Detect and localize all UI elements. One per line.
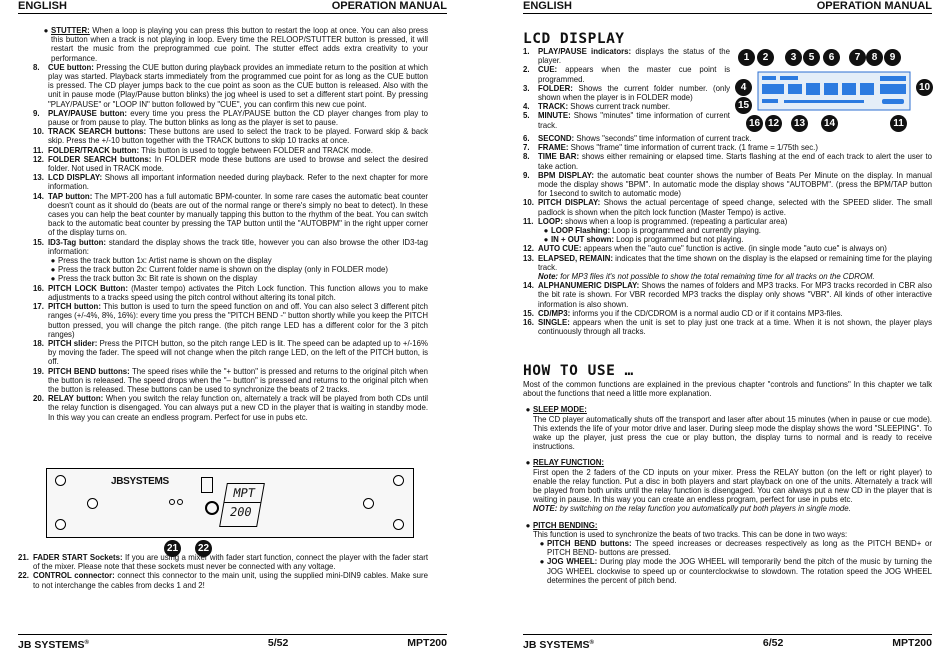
page-header (523, 0, 932, 14)
screw-icon (55, 519, 66, 530)
footer-page-number: 6/52 (762, 636, 784, 649)
list-item: 11. LOOP: shows when a loop is programmed. (repeating a particular area) (523, 216, 788, 226)
lcd-screen-icon (750, 64, 920, 116)
list-item: ● LOOP Flashing: Loop is programmed and currently playing. (543, 226, 761, 236)
list-item: ● JOG WHEEL: During play mode the JOG WHEEL will temporarily bend the pitch of the music by turning the JOG WHEEL clockwise to speed up or counterclockwise to slowdown. The rotation speed the JOG WHEEL determines the percent of pitch bend. (539, 557, 932, 585)
list-item: 4. TRACK: Shows current track number. (523, 102, 671, 112)
lcd-callout: 7 (849, 49, 866, 66)
lcd-callout: 16 (746, 115, 763, 132)
sleep-mode-text: The CD player automatically shuts off the transport and laser after about 15 minutes (when in pause or cue mode). This extends the life of your motor drive and laser. During sleep mode the display shows the word "SLEEPING". To wake up the player, just press the cue or play button, the display turns to normal and is ready to receive instructions. (533, 414, 932, 452)
sleep-mode-item: ● SLEEP MODE: (525, 405, 587, 415)
lcd-callout: 2 (757, 49, 774, 66)
lcd-callout: 1 (738, 49, 755, 66)
list-item: 13. ELAPSED, REMAIN: indicates that the time shown on the display is the elapsed or remaining time for the playing track. (523, 253, 932, 272)
list-item: 20. RELAY button: When you switch the relay function on, alternately a track will be played from both CDs until the relay function is disengaged. You can always put a new CD in the player that is waiting in standby mode. In this way you can create an endless program. Perfect for use in pubs etc. (33, 394, 428, 422)
lcd-callout: 15 (735, 97, 752, 114)
list-item: 18. PITCH slider: Press the PITCH button, so the pitch range LED is lit. The speed can be adapted up to +/-16% by moving the fader. The speed will not change when the pitch range LED, on the left of the PITCH button, is off. (33, 338, 428, 367)
howto-intro: Most of the common functions are explained in the previous chapter "controls and functions" In this chapter we talk about the functions that need a little more explanation. (523, 380, 932, 399)
howto-content (523, 380, 932, 585)
screw-icon (393, 475, 404, 486)
list-item: 3. FOLDER: Shows the current folder number. (only shown when the player is in FOLDER mode) (523, 83, 730, 103)
screw-icon (87, 498, 98, 509)
lcd-callout: 14 (821, 115, 838, 132)
list-item: 13. LCD DISPLAY: Shows all important information needed during playback. Refer to the next chapter for more information. (33, 173, 428, 192)
lcd-callout: 3 (785, 49, 802, 66)
list-item: 14. ALPHANUMERIC DISPLAY: Shows the names of folders and MP3 tracks. For MP3 tracks recorded in CBR also the bit rate is shown. For VBR recorded MP3 tracks the display only shows "VBR". All kinds of other interactive information is also shown. (523, 281, 932, 309)
items-1 (33, 63, 428, 256)
lcd-display-heading: LCD DISPLAY (523, 31, 625, 47)
relay-note: NOTE: by switching on the relay function you automatically put both players in single mode. (533, 504, 851, 514)
page-header (18, 0, 447, 14)
lcd-callout: 4 (735, 79, 752, 96)
left-content (33, 26, 428, 422)
footer-page-number: 5/52 (267, 636, 289, 649)
list-item: 2. CUE: appears when the master cue point is programmed. (523, 65, 730, 84)
list-item: 8. CUE button: Pressing the CUE button during playback provides an immediate return to the position at which play was started. Playback starts immediately from the programmed cue point for as long as the CUE button is pressed. The CD player jumps back to the cue point as soon as the CUE button is released. Also with the unit in pause mode (Play/Pause button blinks) the jog wheel is used to set a different start point. By pressing "PLAY/PAUSE" or "LOOP IN" button followed by "CUE", you can confirm this new cue point. (33, 62, 428, 109)
list-item: 12. AUTO CUE: appears when the "auto cue" function is active. (in single mode "auto cue" is always on) (523, 244, 887, 254)
lcd-illustration (750, 64, 920, 116)
lcd-callout: 10 (916, 79, 933, 96)
list-item: 15. CD/MP3: informs you if the CD/CDROM is a normal audio CD or if it contains MP3-files. (523, 308, 843, 318)
header-language: ENGLISH (18, 0, 67, 12)
lcd-callout: 6 (823, 49, 840, 66)
relay-function-item: ● RELAY FUNCTION: (525, 458, 605, 468)
list-item: 1. PLAY/PAUSE indicators: displays the status of the player. (523, 47, 730, 66)
lcd-items-wide (523, 134, 932, 336)
loop-list (541, 226, 932, 244)
socket-icon (177, 499, 183, 505)
panel-brand: JBSYSTEMS (111, 476, 169, 487)
list-item: ● IN + OUT shown: Loop is programmed but not playing. (543, 235, 744, 245)
rear-panel-illustration (46, 468, 414, 538)
list-item: 7. FRAME: Shows "frame" time information of current track. (1 frame = 1/75th sec.) (523, 143, 818, 153)
connector-icon (201, 477, 213, 493)
din-connector-icon (205, 501, 219, 515)
header-title: OPERATION MANUAL (816, 0, 932, 12)
screw-icon (393, 519, 404, 530)
list-item: 9. BPM DISPLAY: the automatic beat counter shows the number of Beats Per Minute on the display. In manual mode the display shows "BPM". In automatic mode the display shows "AUTOBPM". (press the BPM/TAP button for 1second to switch to automatic mode) (523, 170, 932, 199)
lcd-callout: 5 (803, 49, 820, 66)
id3-list (48, 256, 428, 284)
list-item: 8. TIME BAR: shows either remaining or elapsed time. Starts flashing at the end of each track to alert the user to take action. (523, 152, 932, 171)
left-page (0, 0, 465, 654)
list-item: 11. FOLDER/TRACK button: This button is used to toggle between FOLDER and TRACK mode. (33, 145, 373, 155)
lcd-callout: 9 (884, 49, 901, 66)
page-footer (18, 634, 447, 652)
lcd-items-narrow (523, 47, 730, 130)
list-item: 17. PITCH button: This button is used to turn the speed function on and off. You can also select 3 different pitch ranges (+/-4%, 8%, 16%): every time you press the "PITCH BEND -" button shortly while you keep the PITCH button pressed, you will change the pitch range. (the pitch range LED has a different color for the 3 pitch ranges) (33, 302, 428, 339)
list-item: ● Press the track button 3x: Bit rate is shown on the display (50, 274, 258, 284)
list-item: 5. MINUTE: Shows "minutes" time information of current track. (523, 111, 730, 130)
pitch-bending-item: ● PITCH BENDING: (525, 520, 598, 530)
screw-icon (363, 498, 374, 509)
list-item: 22. CONTROL connector: connect this connector to the main unit, using the supplied mini-DIN9 cables. Make sure to not interchange the cables from decks 1 and 2! (18, 571, 428, 590)
list-item: ● Press the track button 1x: Artist name is shown on the display (50, 256, 272, 266)
list-item: 21. FADER START Sockets: If you are using a mixer with fader start function, connect the player with the fader start of the mixer. Please note that these sockets must never be connected with any voltage. (18, 553, 428, 572)
relay-function-text: First open the 2 faders of the CD inputs on your mixer. Press the RELAY button (on the left or right player) to enable the relay function. Put a disc in both players and start playback on one of the units. Alternately a track will be played from both units until the relay function is disengaged. You can always put a new CD in the player that is waiting in pause. In this way you can create an endless program, perfect for use in pubs etc. (533, 467, 932, 505)
left-content-bottom (18, 553, 428, 590)
footer-model: MPT200 (407, 636, 447, 649)
list-item: 16. SINGLE: appears when the unit is set to play just one track at a time. When it is not shown, the player plays continuously through all tracks. (523, 318, 932, 337)
footer-brand: JB SYSTEMS® (523, 639, 594, 651)
footer-model: MPT200 (892, 636, 932, 649)
list-item: 19. PITCH BEND buttons: The speed rises while the "+ button" is pressed and returns to the original pitch when the button is released. The speed drops when the "– button" is pressed and returns to the original pitch when the button is released. These buttons can be used to synchronize the beats of 2 tracks. (33, 366, 428, 394)
list-item: ● Press the track button 2x: Current folder name is shown on the display (only in FOLDER mode) (50, 265, 389, 275)
how-to-use-heading: HOW TO USE … (523, 363, 634, 379)
header-language: ENGLISH (523, 0, 572, 12)
list-item: 16. PITCH LOCK Button: (Master tempo) activates the Pitch Lock function. This function allows you to make adjustments to a tracks speed using the pitch control without altering its tonal pitch. (33, 283, 428, 302)
pitch-bending-text: This function is used to synchronize the beats of two tracks. This can be done in two ways: (533, 529, 848, 539)
panel-model-logo: MPT 200 (219, 483, 265, 527)
list-item: 15. ID3-Tag button: standard the display shows the track title, however you can also browse the other ID3-tag information: (33, 237, 428, 256)
lcd-callout: 11 (890, 115, 907, 132)
list-item: 9. PLAY/PAUSE button: every time you press the PLAY/PAUSE button the CD player changes from play to pause or from pause to play. The button blinks as long as the player is set to pause. (33, 108, 428, 128)
socket-icon (169, 499, 175, 505)
lcd-callout: 12 (765, 115, 782, 132)
list-item: 12. FOLDER SEARCH buttons: In FOLDER mode these buttons are used to browse and select the desired folder. Not used in TRACK mode. (33, 154, 429, 174)
howto-list (523, 405, 932, 414)
lcd-callout: 8 (866, 49, 883, 66)
stutter-text: When a loop is playing you can press this button to restart the loop at once. You can also press this button when a track is not playing in loop. Every time the RELOOP/STUTTER button is pressed, it will restart the music from the preprogrammed cue point. The stutter effect adds extra creativity to your performance. (51, 26, 428, 63)
footer-brand: JB SYSTEMS® (18, 639, 89, 651)
list-item: ● PITCH BEND buttons: The speed increases or decreases respectively as long as the PITCH BEND+ or PITCH BEND- buttons are pressed. (539, 539, 932, 558)
callout-21: 21 (164, 540, 181, 557)
page-footer (523, 634, 932, 652)
screw-icon (55, 475, 66, 486)
list-item: 10. PITCH DISPLAY: Shows the actual percentage of speed change, selected with the SPEED slider. The small padlock is shown when the pitch lock function (Master Tempo) is active. (523, 198, 932, 217)
note-item: Note: for MP3 files it's not possible to show the total remaining time for all tracks on the CDROM. (538, 272, 875, 282)
stutter-item: ● STUTTER: When a loop is playing you can press this button to restart the loop at once. You can also press this button when a track is not playing in loop. Every time the RELOOP/STUTTER button is pressed, it will restart the music from the preprogrammed cue point. The stutter effect adds extra creativity to your performance. (43, 26, 428, 63)
stutter-label: STUTTER: (51, 26, 90, 35)
list-item: 10. TRACK SEARCH buttons: These buttons are used to select the track to be played. Forward skip & back skip. Press the +/-10 button together with the TRACK buttons to skip 10 tracks at once. (33, 127, 428, 146)
list-item: 14. TAP button: The MPT-200 has a full automatic BPM-counter. In some rare cases the automatic beat counter doesn't count as it should do (beats are out of the normal range or there's simply no beat to detect). In these cases you can help the beat counter by manually tapping this button to the rhythm of the beat. You can switch back to the automatic beat counter by pressing the TAP button until the "AUTOBPM" in the right upper corner of the display turns on. (33, 191, 428, 238)
callout-22: 22 (195, 540, 212, 557)
header-title: OPERATION MANUAL (331, 0, 447, 12)
list-item: 6. SECOND: Shows "seconds" time information of current track. (523, 134, 752, 143)
items-2 (33, 284, 428, 422)
lcd-callout: 13 (791, 115, 808, 132)
